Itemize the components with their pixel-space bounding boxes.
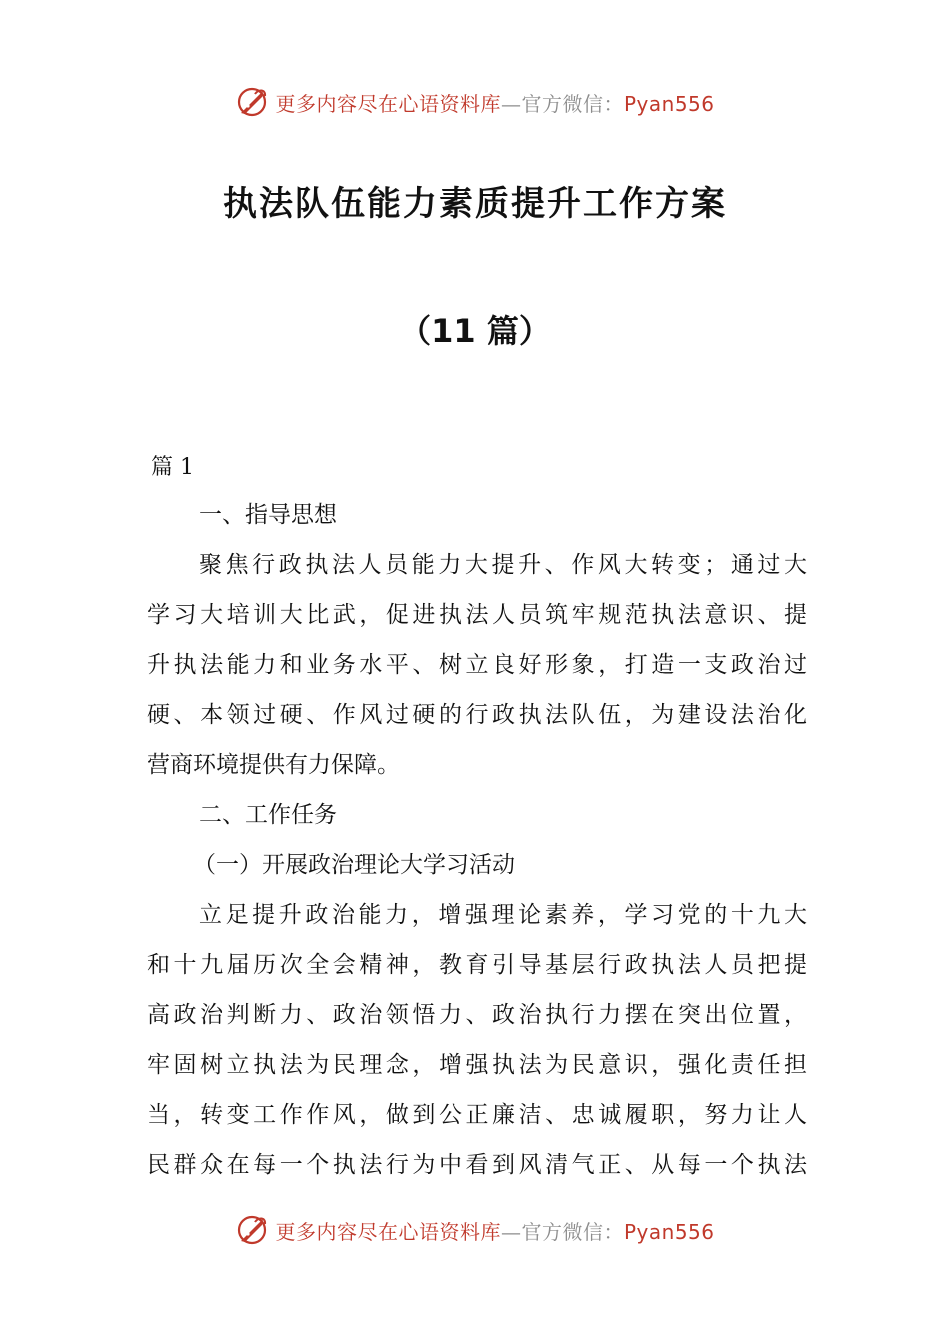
section-heading-guiding-thought: 一、指导思想 xyxy=(199,502,337,528)
document-subtitle: （11 篇） xyxy=(399,312,551,350)
paragraph-line: 升执法能力和业务水平、树立良好形象，打造一支政治过 xyxy=(147,652,807,678)
paragraph-line: 和十九届历次全会精神，教育引导基层行政执法人员把提 xyxy=(147,952,807,978)
pen-logo-icon xyxy=(235,85,269,119)
paragraph-line: 高政治判断力、政治领悟力、政治执行力摆在突出位置， xyxy=(147,1002,807,1028)
paragraph-line: 当，转变工作作风，做到公正廉洁、忠诚履职，努力让人 xyxy=(147,1102,807,1128)
paragraph-line: 立足提升政治能力，增强理论素养，学习党的十九大 xyxy=(199,902,807,928)
document-title: 执法队伍能力素质提升工作方案 xyxy=(223,184,727,224)
watermark-bottom xyxy=(0,1210,950,1250)
pen-logo-icon xyxy=(235,1213,269,1247)
pian-label: 篇 1 xyxy=(151,455,194,480)
watermark-text: 更多内容尽在心语资料库—官方微信：Pyan556 xyxy=(275,91,715,116)
watermark-top xyxy=(0,82,950,122)
section-heading-work-tasks: 二、工作任务 xyxy=(199,802,337,828)
paragraph-line: 民群众在每一个执法行为中看到风清气正、从每一个执法 xyxy=(147,1152,807,1178)
paragraph-guiding-thought xyxy=(147,540,807,790)
paragraph-line: 营商环境提供有力保障。 xyxy=(147,752,400,778)
subsection-heading-political-study: （一）开展政治理论大学习活动 xyxy=(193,852,515,878)
watermark-text: 更多内容尽在心语资料库—官方微信：Pyan556 xyxy=(275,1219,715,1244)
document-body xyxy=(147,446,807,1190)
paragraph-line: 聚焦行政执法人员能力大提升、作风大转变；通过大 xyxy=(199,552,807,578)
paragraph-line: 学习大培训大比武，促进执法人员筑牢规范执法意识、提 xyxy=(147,602,807,628)
paragraph-line: 硬、本领过硬、作风过硬的行政执法队伍，为建设法治化 xyxy=(147,702,807,728)
paragraph-political-study xyxy=(147,890,807,1190)
paragraph-line: 牢固树立执法为民理念，增强执法为民意识，强化责任担 xyxy=(147,1052,807,1078)
